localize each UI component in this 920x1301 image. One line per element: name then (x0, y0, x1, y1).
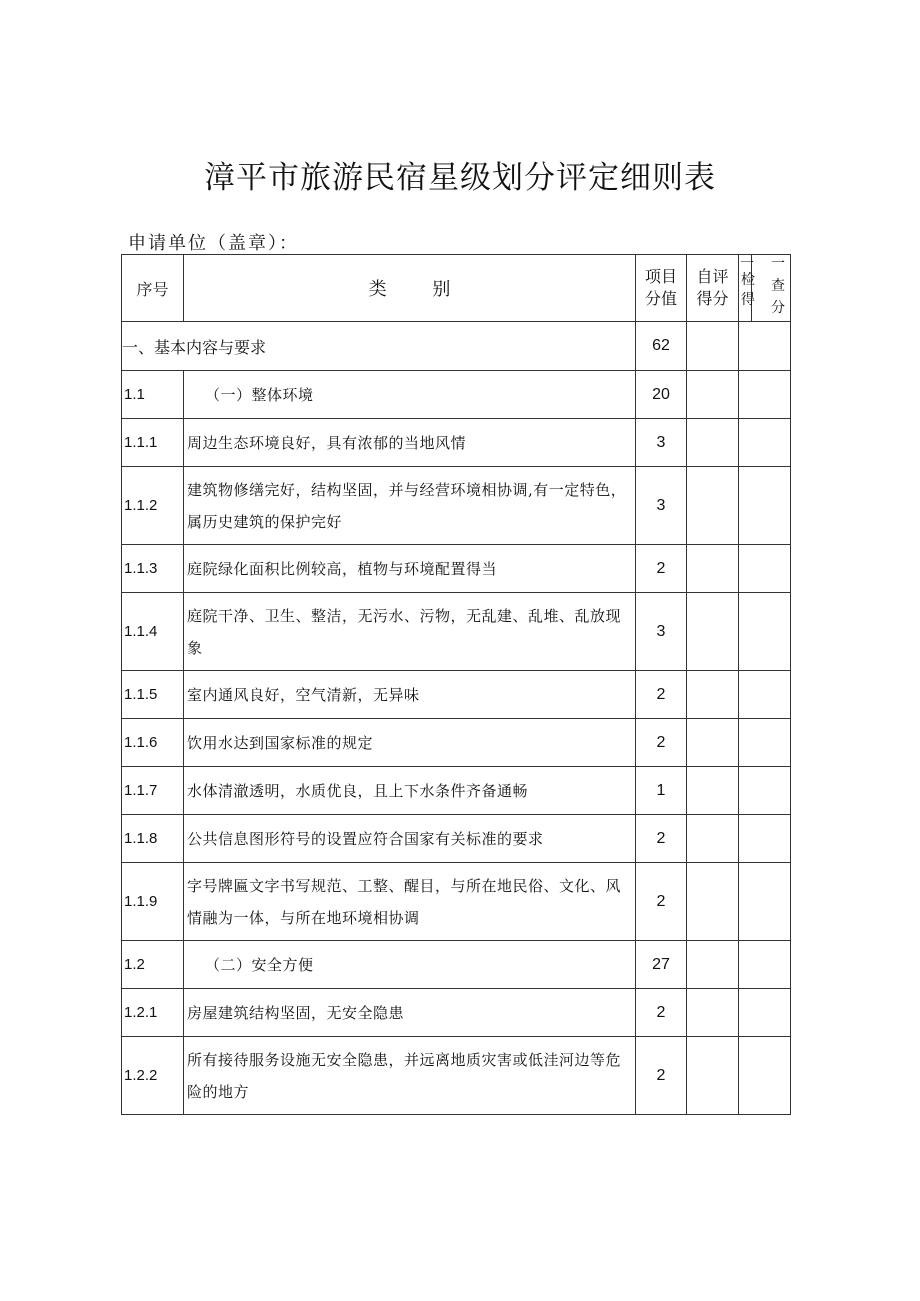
row-check-score[interactable] (739, 989, 791, 1037)
row-value: 3 (636, 467, 687, 545)
row-self-score[interactable] (687, 719, 739, 767)
row-category: 房屋建筑结构坚固，无安全隐患 (184, 989, 636, 1037)
row-self-score[interactable] (687, 545, 739, 593)
row-value: 27 (636, 941, 687, 989)
row-category: 建筑物修缮完好，结构坚固，并与经营环境相协调,有一定特色，属历史建筑的保护完好 (184, 467, 636, 545)
table-row (122, 322, 791, 371)
row-category: 字号牌匾文字书写规范、工整、醒目，与所在地民俗、文化、风情融为一体，与所在地环境相协调 (184, 863, 636, 941)
row-category: 庭院干净、卫生、整洁，无污水、污物，无乱建、乱堆、乱放现象 (184, 593, 636, 671)
row-category: 庭院绿化面积比例较高，植物与环境配置得当 (184, 545, 636, 593)
table-row (122, 1037, 791, 1115)
header-category: 类 别 (184, 255, 636, 322)
table-row (122, 815, 791, 863)
row-check-score[interactable] (739, 671, 791, 719)
row-value: 20 (636, 371, 687, 419)
row-check-score[interactable] (739, 371, 791, 419)
row-value: 2 (636, 1037, 687, 1115)
row-self-score[interactable] (687, 322, 739, 371)
row-check-score[interactable] (739, 767, 791, 815)
row-value: 2 (636, 815, 687, 863)
row-check-score[interactable] (739, 719, 791, 767)
header-value: 项目 分值 (636, 255, 687, 322)
row-no: 1.1.4 (122, 593, 184, 671)
row-check-score[interactable] (739, 593, 791, 671)
row-no: 1.1 (122, 371, 184, 419)
row-no: 1.1.1 (122, 419, 184, 467)
row-no: 1.1.5 (122, 671, 184, 719)
header-self-score: 自评 得分 (687, 255, 739, 322)
row-category: 周边生态环境良好，具有浓郁的当地风情 (184, 419, 636, 467)
row-category: （一）整体环境 (205, 385, 314, 404)
row-self-score[interactable] (687, 419, 739, 467)
row-check-score[interactable] (739, 467, 791, 545)
table-row (122, 371, 791, 419)
row-self-score[interactable] (687, 593, 739, 671)
row-category: 室内通风良好，空气清新，无异味 (184, 671, 636, 719)
row-value: 2 (636, 863, 687, 941)
row-value: 3 (636, 593, 687, 671)
row-check-score[interactable] (739, 863, 791, 941)
row-category: （二）安全方便 (205, 955, 314, 974)
row-no: 1.2.1 (122, 989, 184, 1037)
row-no: 1.1.8 (122, 815, 184, 863)
row-check-score[interactable] (739, 545, 791, 593)
row-self-score[interactable] (687, 1037, 739, 1115)
row-value: 2 (636, 989, 687, 1037)
table-row (122, 671, 791, 719)
document-title: 漳平市旅游民宿星级划分评定细则表 (204, 160, 716, 196)
row-check-score[interactable] (739, 1037, 791, 1115)
row-value: 3 (636, 419, 687, 467)
table-row (122, 767, 791, 815)
row-no: 1.1.3 (122, 545, 184, 593)
row-value: 2 (636, 719, 687, 767)
table-row (122, 989, 791, 1037)
table-header (122, 255, 791, 322)
row-self-score[interactable] (687, 467, 739, 545)
row-value: 2 (636, 545, 687, 593)
header-no: 序号 (122, 255, 184, 322)
row-self-score[interactable] (687, 371, 739, 419)
row-no: 1.2.2 (122, 1037, 184, 1115)
row-check-score[interactable] (739, 322, 791, 371)
table-row (122, 719, 791, 767)
table-row (122, 863, 791, 941)
row-self-score[interactable] (687, 989, 739, 1037)
row-no: 1.1.2 (122, 467, 184, 545)
row-check-score[interactable] (739, 815, 791, 863)
row-self-score[interactable] (687, 941, 739, 989)
row-check-score[interactable] (739, 419, 791, 467)
row-category: 所有接待服务设施无安全隐患，并远离地质灾害或低洼河边等危险的地方 (184, 1037, 636, 1115)
row-value: 62 (636, 322, 687, 371)
table-row (122, 545, 791, 593)
row-category: 公共信息图形符号的设置应符合国家有关标准的要求 (184, 815, 636, 863)
applicant-label: 申请单位（盖章）： (128, 233, 299, 254)
row-self-score[interactable] (687, 815, 739, 863)
row-no: 1.2 (122, 941, 184, 989)
row-self-score[interactable] (687, 863, 739, 941)
table-row (122, 419, 791, 467)
row-category: 饮用水达到国家标准的规定 (184, 719, 636, 767)
row-no: 1.1.6 (122, 719, 184, 767)
row-section-title: 一、基本内容与要求 (122, 322, 636, 371)
row-no: 1.1.7 (122, 767, 184, 815)
row-no: 1.1.9 (122, 863, 184, 941)
table-row (122, 467, 791, 545)
row-value: 1 (636, 767, 687, 815)
header-check-score: 一 检 得 一 查 分 (739, 255, 791, 322)
row-self-score[interactable] (687, 767, 739, 815)
table-row (122, 941, 791, 989)
row-check-score[interactable] (739, 941, 791, 989)
row-category: 水体清澈透明，水质优良，且上下水条件齐备通畅 (184, 767, 636, 815)
row-self-score[interactable] (687, 671, 739, 719)
table-row (122, 593, 791, 671)
scoring-table (121, 254, 791, 1115)
row-value: 2 (636, 671, 687, 719)
